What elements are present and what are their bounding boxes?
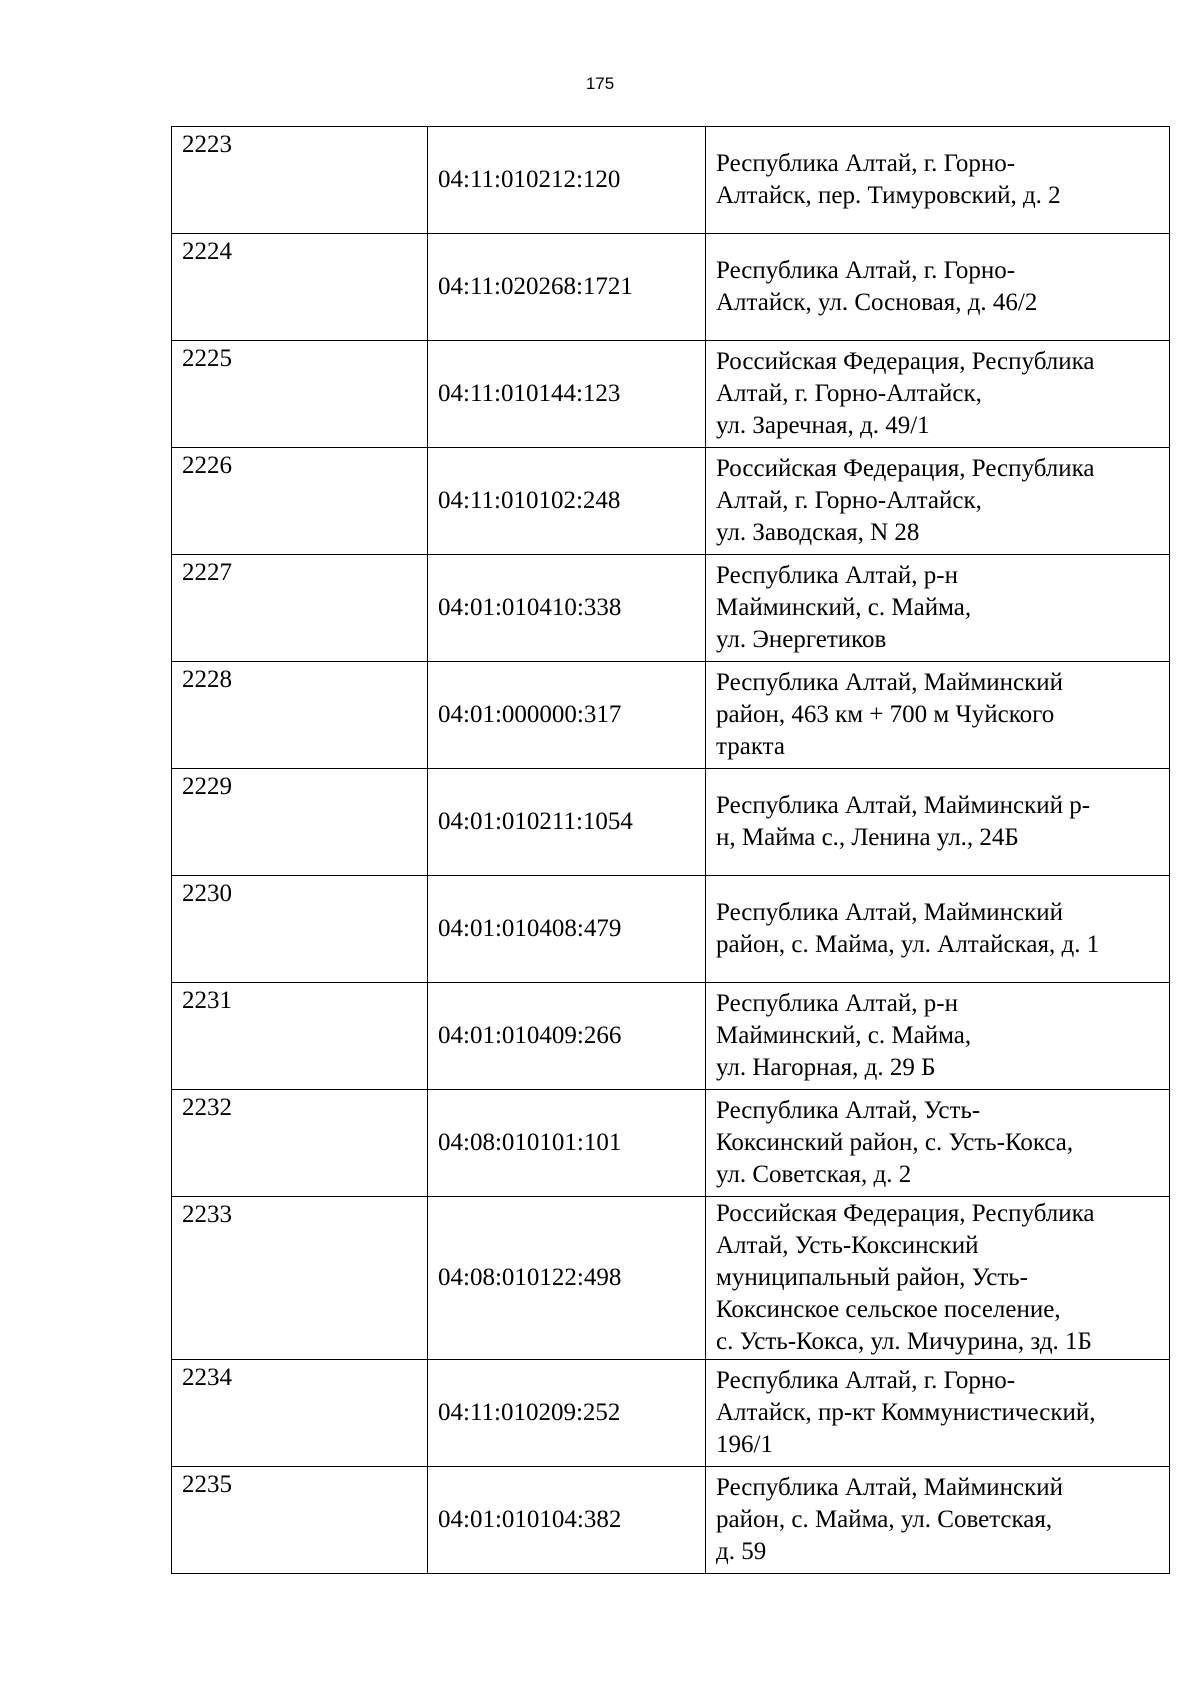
table-row [172,555,1170,662]
address-line: Алтай, Усть-Коксинский [716,1232,979,1259]
row-number-cell: 2225 [172,341,428,448]
address-line: Республика Алтай, р-н [716,562,958,589]
address-line: Республика Алтай, Майминский [716,1474,1064,1501]
table-row [172,1090,1170,1197]
table-row [172,448,1170,555]
table-row [172,876,1170,983]
address-cell [706,341,1170,448]
row-number-cell: 2233 [172,1197,428,1360]
row-number-cell: 2231 [172,983,428,1090]
address-cell [706,234,1170,341]
address-line: Республика Алтай, г. Горно- [716,150,1016,177]
row-number-cell: 2227 [172,555,428,662]
address-line: Российская Федерация, Республика [716,348,1095,375]
address-cell [706,876,1170,983]
address-cell [706,127,1170,234]
address-line: ул. Нагорная, д. 29 Б [716,1054,936,1081]
address-line: ул. Заречная, д. 49/1 [716,412,930,439]
address-line: Коксинское сельское поселение, [716,1296,1061,1323]
address-line: Республика Алтай, Майминский [716,669,1064,696]
cadastral-number-cell: 04:01:010211:1054 [428,769,706,876]
table-row [172,769,1170,876]
address-line: тракта [716,733,785,760]
cadastral-number-cell: 04:11:020268:1721 [428,234,706,341]
address-line: Российская Федерация, Республика [716,455,1095,482]
row-number-cell: 2235 [172,1467,428,1574]
address-line: ул. Советская, д. 2 [716,1161,912,1188]
address-line: Коксинский район, с. Усть-Кокса, [716,1129,1074,1156]
address-line: Республика Алтай, Усть- [716,1097,981,1124]
cadastral-number-cell: 04:08:010101:101 [428,1090,706,1197]
registry-table [171,126,1170,1574]
address-line: муниципальный район, Усть- [716,1264,1029,1291]
address-cell [706,662,1170,769]
registry-table-body [172,127,1170,1574]
address-line: Алтай, г. Горно-Алтайск, [716,380,982,407]
row-number-cell: 2229 [172,769,428,876]
row-number-cell: 2228 [172,662,428,769]
address-cell [706,983,1170,1090]
row-number-cell: 2226 [172,448,428,555]
cadastral-number-cell: 04:11:010209:252 [428,1360,706,1467]
address-line: Российская Федерация, Республика [716,1200,1095,1227]
address-line: ул. Заводская, N 28 [716,519,920,546]
address-line: 196/1 [716,1431,773,1458]
table-row [172,234,1170,341]
table-row [172,983,1170,1090]
address-line: д. 59 [716,1538,767,1565]
address-line: Республика Алтай, г. Горно- [716,257,1016,284]
address-line: ул. Энергетиков [716,626,887,653]
address-cell [706,769,1170,876]
address-line: район, с. Майма, ул. Алтайская, д. 1 [716,931,1100,958]
table-row [172,341,1170,448]
row-number-cell: 2223 [172,127,428,234]
table-row [172,1197,1170,1360]
cadastral-number-cell: 04:01:010104:382 [428,1467,706,1574]
address-cell [706,1090,1170,1197]
address-line: район, с. Майма, ул. Советская, [716,1506,1053,1533]
cadastral-number-cell: 04:01:010408:479 [428,876,706,983]
address-line: с. Усть-Кокса, ул. Мичурина, зд. 1Б [716,1328,1092,1355]
row-number-cell: 2224 [172,234,428,341]
cadastral-number-cell: 04:11:010102:248 [428,448,706,555]
address-cell [706,1467,1170,1574]
row-number-cell: 2230 [172,876,428,983]
address-line: Майминский, с. Майма, [716,594,972,621]
address-line: Алтайск, ул. Сосновая, д. 46/2 [716,289,1038,316]
address-line: Республика Алтай, г. Горно- [716,1367,1016,1394]
address-line: Алтайск, пер. Тимуровский, д. 2 [716,182,1061,209]
address-cell [706,448,1170,555]
address-cell [706,555,1170,662]
cadastral-number-cell: 04:01:010410:338 [428,555,706,662]
table-row [172,1467,1170,1574]
cadastral-number-cell: 04:08:010122:498 [428,1197,706,1360]
cadastral-number-cell: 04:01:000000:317 [428,662,706,769]
address-line: Алтайск, пр-кт Коммунистический, [716,1399,1096,1426]
address-cell [706,1197,1170,1360]
row-number-cell: 2232 [172,1090,428,1197]
table-row [172,127,1170,234]
address-line: н, Майма с., Ленина ул., 24Б [716,824,1019,851]
page-number: 175 [585,74,615,93]
table-row [172,1360,1170,1467]
address-cell [706,1360,1170,1467]
address-line: район, 463 км + 700 м Чуйского [716,701,1055,728]
row-number-cell: 2234 [172,1360,428,1467]
cadastral-number-cell: 04:11:010144:123 [428,341,706,448]
address-line: Республика Алтай, Майминский р- [716,792,1091,819]
cadastral-number-cell: 04:11:010212:120 [428,127,706,234]
table-row [172,662,1170,769]
address-line: Алтай, г. Горно-Алтайск, [716,487,982,514]
cadastral-number-cell: 04:01:010409:266 [428,983,706,1090]
address-line: Майминский, с. Майма, [716,1022,972,1049]
address-line: Республика Алтай, Майминский [716,899,1064,926]
address-line: Республика Алтай, р-н [716,990,958,1017]
